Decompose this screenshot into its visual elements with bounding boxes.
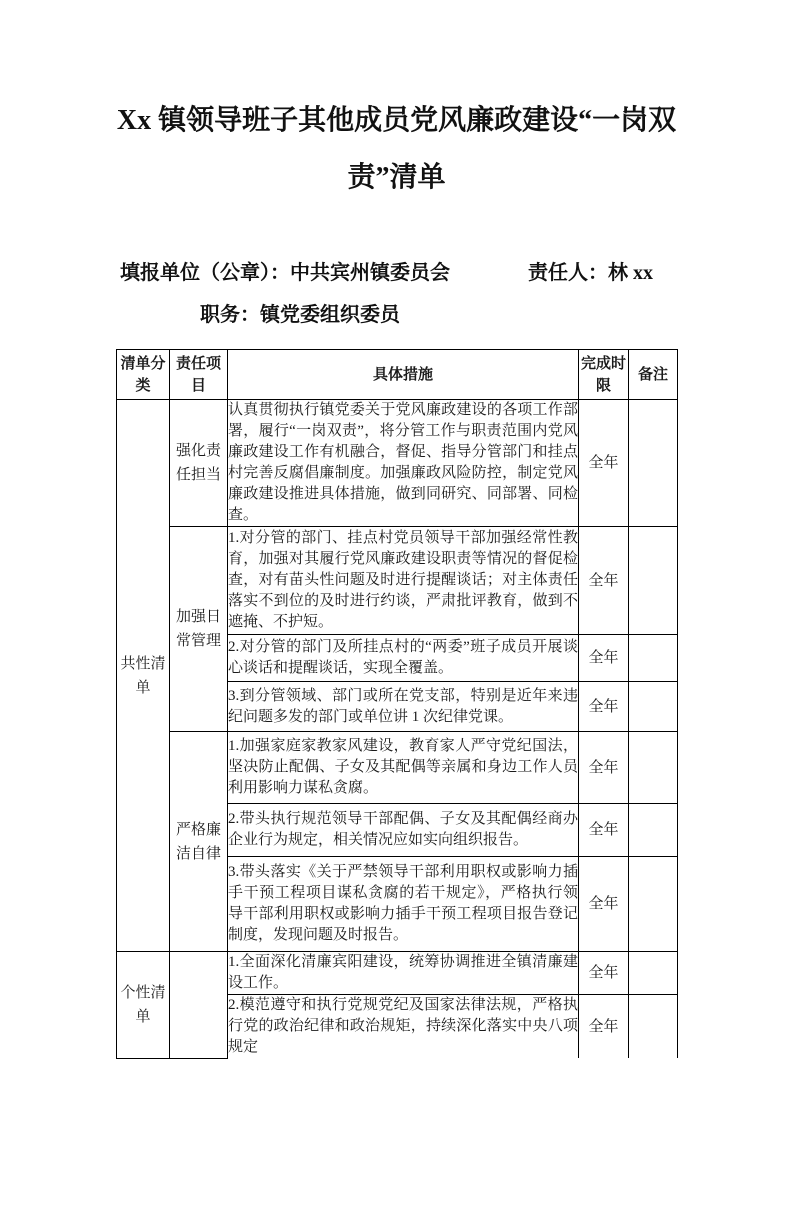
position-value: 镇党委组织委员	[260, 304, 400, 326]
header-cell-deadline: 完成时限	[579, 350, 629, 400]
deadline-cell: 全年	[579, 400, 629, 527]
remark-cell	[629, 952, 678, 995]
category-cell-individual: 个性清单	[117, 952, 170, 1059]
filing-info	[120, 260, 793, 328]
project-cell-individual-blank	[170, 952, 228, 1059]
remark-cell	[629, 995, 678, 1059]
unit-value: 中共宾州镇委员会	[290, 262, 450, 284]
unit-label: 填报单位（公章）：	[120, 262, 290, 284]
deadline-cell: 全年	[579, 682, 629, 732]
document-page	[0, 92, 793, 1214]
remark-cell	[629, 527, 678, 635]
header-cell-remark: 备注	[629, 350, 678, 400]
measure-cell: 1.全面深化清廉宾阳建设，统筹协调推进全镇清廉建设工作。	[228, 952, 579, 995]
responsible-value: 林 xx	[608, 262, 653, 284]
header-cell-project: 责任项目	[170, 350, 228, 400]
table-row	[117, 952, 678, 995]
measure-cell: 2.对分管的部门及所挂点村的“两委”班子成员开展谈心谈话和提醒谈话，实现全覆盖。	[228, 635, 579, 682]
header-cell-measures: 具体措施	[228, 350, 579, 400]
remark-cell	[629, 682, 678, 732]
position-label: 职务：	[200, 304, 260, 326]
deadline-cell: 全年	[579, 995, 629, 1059]
deadline-cell: 全年	[579, 857, 629, 952]
measure-cell: 1.对分管的部门、挂点村党员领导干部加强经常性教育，加强对其履行党风廉政建设职责等情况的督促检查，对有苗头性问题及时进行提醒谈话；对主体责任落实不到位的及时进行约谈，严肃批评教育，做到不遮掩、不护短。	[228, 527, 579, 635]
deadline-cell: 全年	[579, 635, 629, 682]
table-row	[117, 400, 678, 527]
measure-cell: 认真贯彻执行镇党委关于党风廉政建设的各项工作部署，履行“一岗双责”，将分管工作与职责范围内党风廉政建设工作有机融合，督促、指导分管部门和挂点村完善反腐倡廉制度。加强廉政风险防控，制定党风廉政建设推进具体措施，做到同研究、同部署、同检查。	[228, 400, 579, 527]
measure-cell: 2.带头执行规范领导干部配偶、子女及其配偶经商办企业行为规定，相关情况应如实向组织报告。	[228, 804, 579, 857]
table-row	[117, 732, 678, 804]
checklist-table	[116, 349, 678, 1059]
remark-cell	[629, 400, 678, 527]
table-header-row	[117, 350, 678, 400]
responsible-label: 责任人：	[528, 262, 608, 284]
project-cell-daily-management: 加强日常管理	[170, 527, 228, 732]
header-cell-category: 清单分类	[117, 350, 170, 400]
remark-cell	[629, 804, 678, 857]
filing-info-line1	[120, 260, 793, 286]
measure-cell: 3.到分管领域、部门或所在党支部，特别是近年来违纪问题多发的部门或单位讲 1 次纪律党课。	[228, 682, 579, 732]
remark-cell	[629, 732, 678, 804]
measure-cell: 2.模范遵守和执行党规党纪及国家法律法规，严格执行党的政治纪律和政治规矩，持续深化落实中央八项规定	[228, 995, 579, 1059]
table-row	[117, 527, 678, 635]
remark-cell	[629, 857, 678, 952]
category-cell-common: 共性清单	[117, 400, 170, 952]
deadline-cell: 全年	[579, 952, 629, 995]
project-cell-strengthen-responsibility: 强化责任担当	[170, 400, 228, 527]
measure-cell: 1.加强家庭家教家风建设，教育家人严守党纪国法，坚决防止配偶、子女及其配偶等亲属和身边工作人员利用影响力谋私贪腐。	[228, 732, 579, 804]
filing-info-line2	[120, 302, 793, 328]
project-cell-strict-self-discipline: 严格廉洁自律	[170, 732, 228, 952]
deadline-cell: 全年	[579, 732, 629, 804]
remark-cell	[629, 635, 678, 682]
deadline-cell: 全年	[579, 527, 629, 635]
document-title: Xx 镇领导班子其他成员党风廉政建设“一岗双责”清单	[116, 105, 677, 193]
deadline-cell: 全年	[579, 804, 629, 857]
measure-cell: 3.带头落实《关于严禁领导干部利用职权或影响力插手干预工程项目谋私贪腐的若干规定》，严格执行领导干部利用职权或影响力插手干预工程项目报告登记制度，发现问题及时报告。	[228, 857, 579, 952]
